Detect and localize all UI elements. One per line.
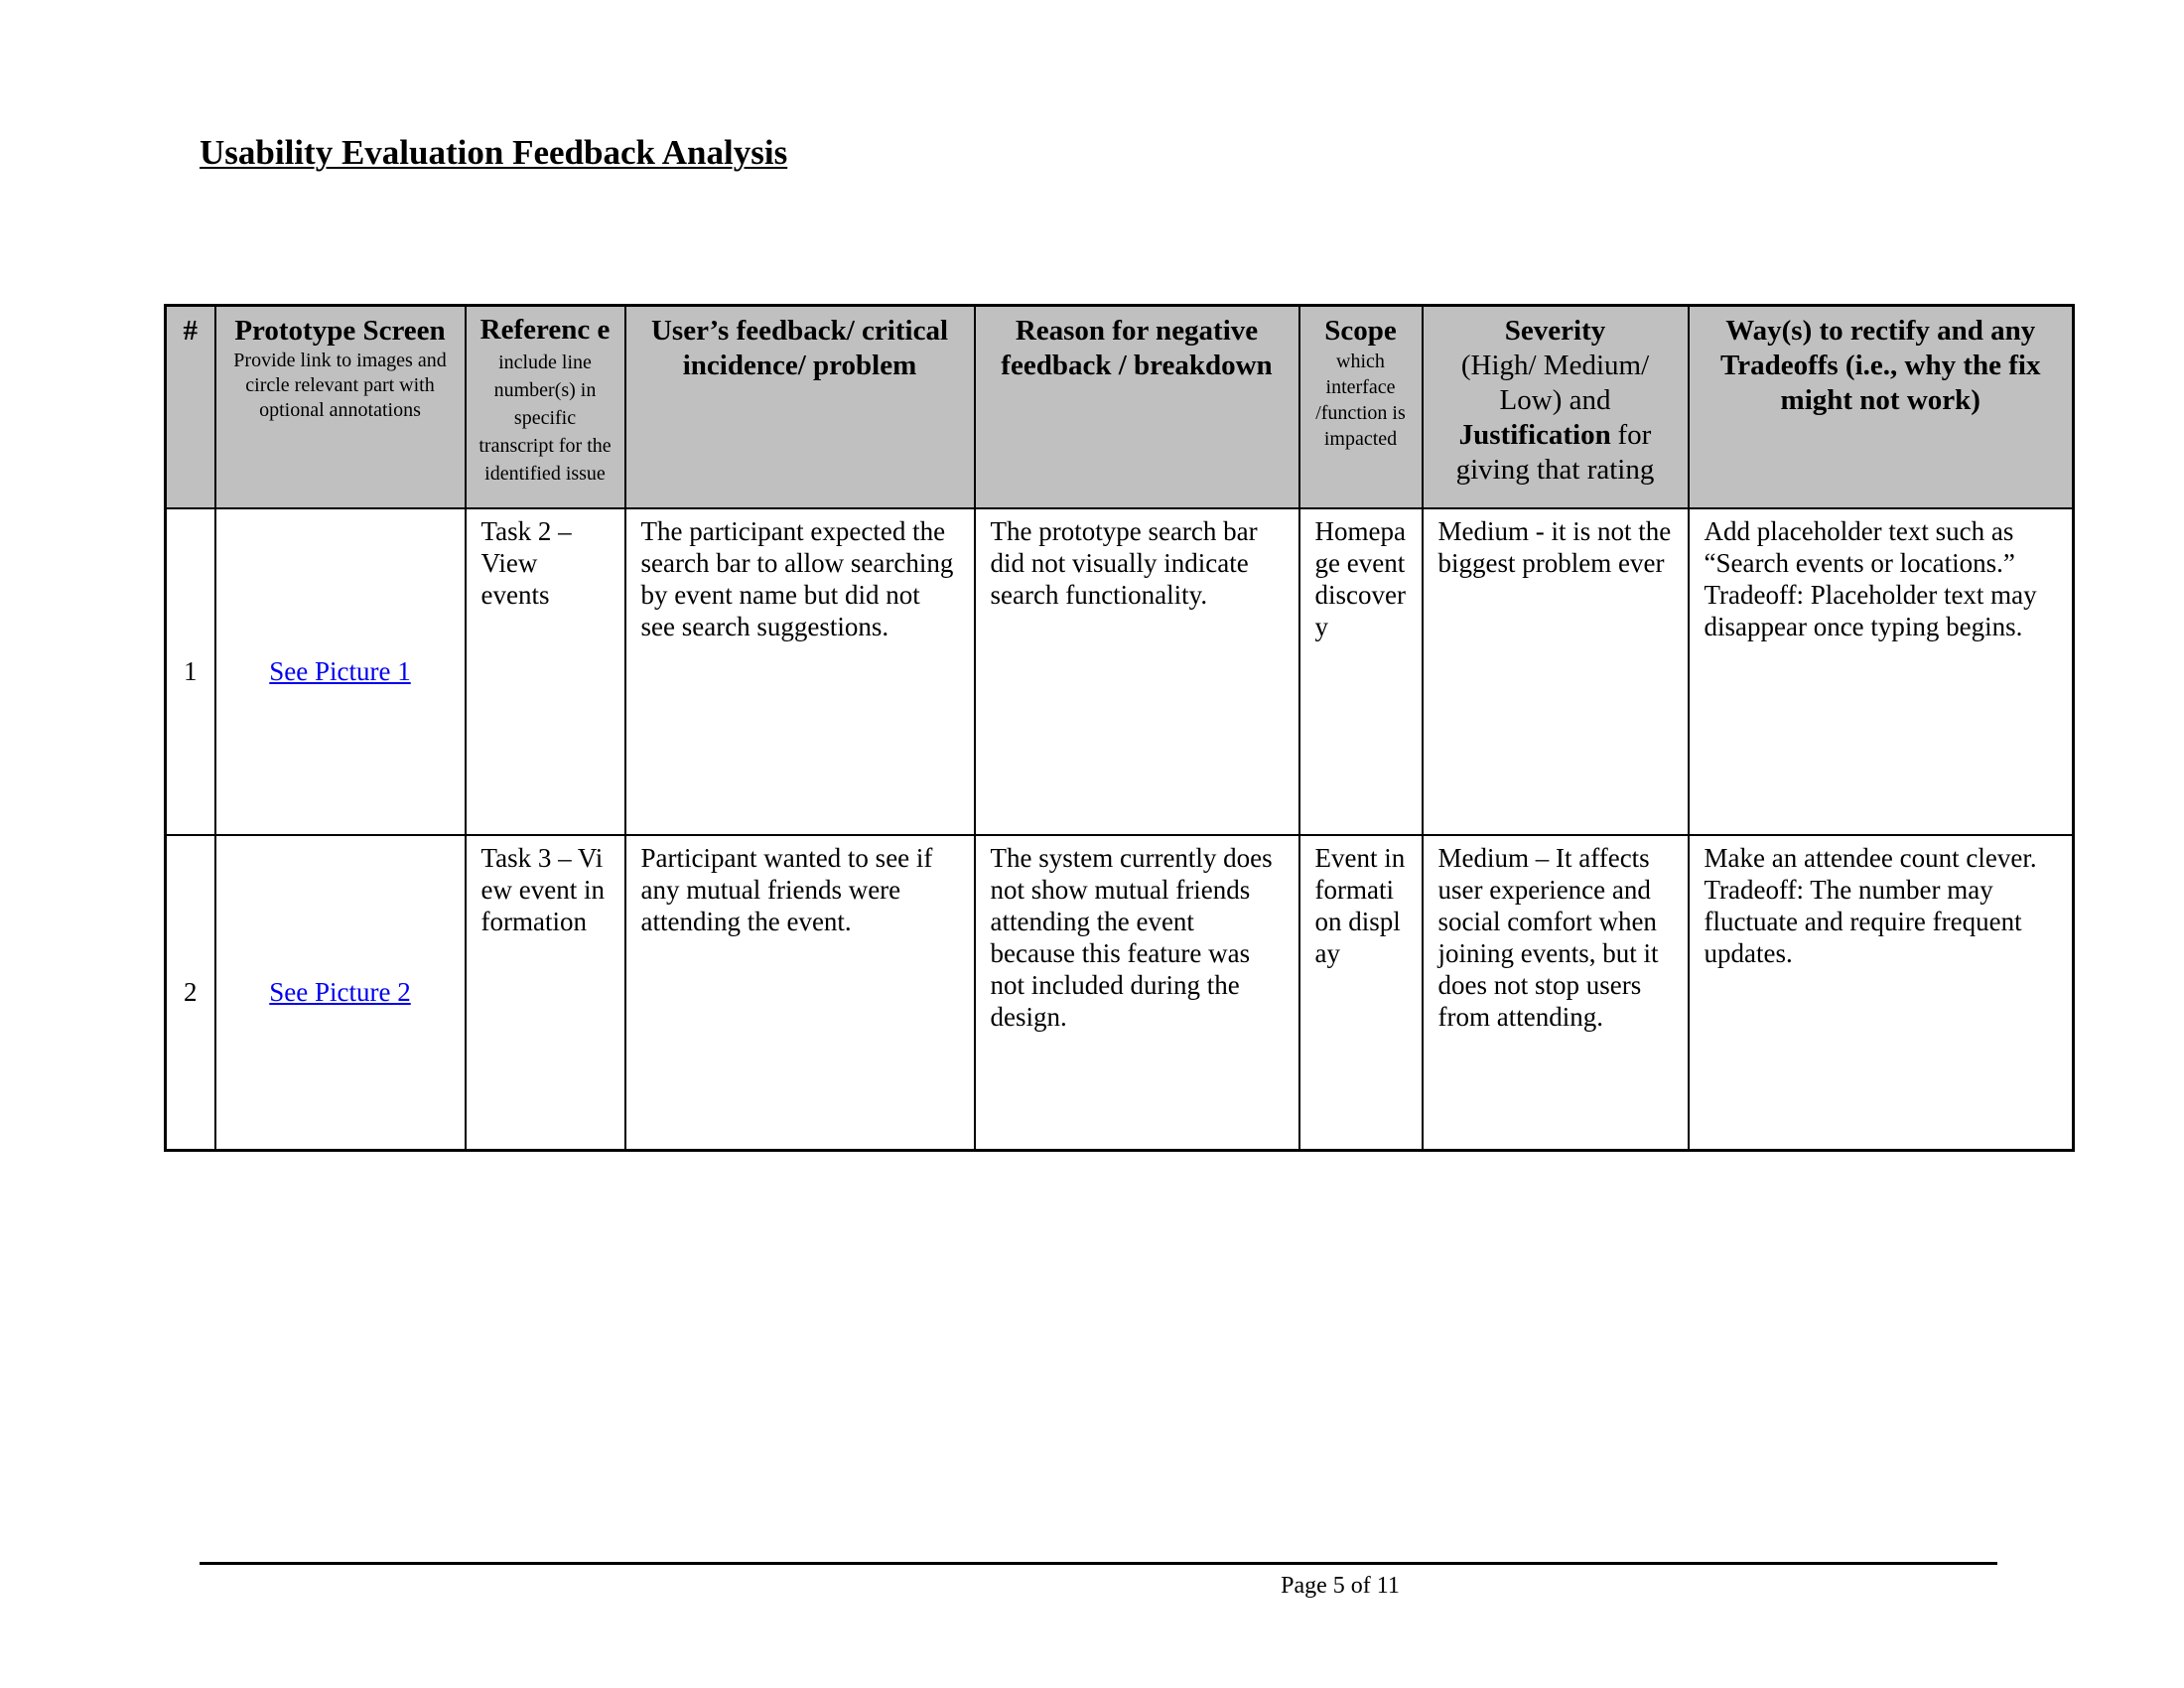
- page-number: Page 5 of 11: [1281, 1573, 1400, 1599]
- reason-cell: The prototype search bar did not visually indicate search functionality.: [975, 508, 1299, 835]
- header-user-feedback: User’s feedback/ critical incidence/ problem: [625, 306, 975, 508]
- header-reference-note: include line number(s) in specific transcript for the identified issue: [478, 352, 612, 485]
- footer-divider: [200, 1562, 1997, 1565]
- rectify-cell: Add placeholder text such as “Search events or locations.” Tradeoff: Placeholder text may disappear once typing begins.: [1689, 508, 2074, 835]
- row-number: 2: [166, 835, 215, 1151]
- table-header-row: [166, 306, 2074, 508]
- header-scope-title: Scope: [1324, 315, 1397, 347]
- feedback-cell: Participant wanted to see if any mutual friends were attending the event.: [625, 835, 975, 1151]
- prototype-screen-cell: [215, 508, 466, 835]
- header-reason: Reason for negative feedback / breakdown: [975, 306, 1299, 508]
- header-severity: [1423, 306, 1689, 508]
- feedback-cell: The participant expected the search bar to allow searching by event name but did not see search suggestions.: [625, 508, 975, 835]
- severity-cell: Medium - it is not the biggest problem ever: [1423, 508, 1689, 835]
- header-rectify: Way(s) to rectify and any Tradeoffs (i.e., why the fix might not work): [1689, 306, 2074, 508]
- row-number: 1: [166, 508, 215, 835]
- rectify-cell: Make an attendee count clever. Tradeoff: The number may fluctuate and require frequent updates.: [1689, 835, 2074, 1151]
- header-reference-title: Referenc e: [479, 314, 611, 346]
- header-severity-tail: for giving that rating: [1455, 419, 1655, 486]
- header-number: #: [166, 306, 215, 508]
- header-reference: [466, 306, 625, 508]
- header-prototype-screen-title: Prototype Screen: [234, 315, 446, 347]
- table-row: [166, 508, 2074, 835]
- header-prototype-screen: [215, 306, 466, 508]
- feedback-analysis-table: [164, 304, 2075, 1152]
- prototype-screen-cell: [215, 835, 466, 1151]
- scope-cell: Event information display: [1299, 835, 1423, 1151]
- table-row: [166, 835, 2074, 1151]
- header-severity-justification: Justification: [1458, 419, 1611, 451]
- header-prototype-screen-note: Provide link to images and circle relevant part with optional annotations: [233, 350, 447, 421]
- header-severity-title: Severity: [1504, 315, 1606, 347]
- reference-cell: Task 3 – View event information: [466, 835, 625, 1151]
- scope-cell: Homepage event discovery: [1299, 508, 1423, 835]
- header-scope-note: which interface /function is impacted: [1315, 351, 1406, 450]
- see-picture-1-link[interactable]: See Picture 1: [269, 656, 411, 686]
- reason-cell: The system currently does not show mutual friends attending the event because this feature was not included during the design.: [975, 835, 1299, 1151]
- reference-cell: Task 2 – View events: [466, 508, 625, 835]
- header-severity-levels: (High/ Medium/ Low) and: [1460, 350, 1650, 416]
- see-picture-2-link[interactable]: See Picture 2: [269, 977, 411, 1008]
- header-scope: [1299, 306, 1423, 508]
- document-title: Usability Evaluation Feedback Analysis: [200, 133, 788, 172]
- severity-cell: Medium – It affects user experience and social comfort when joining events, but it does not stop users from attending.: [1423, 835, 1689, 1151]
